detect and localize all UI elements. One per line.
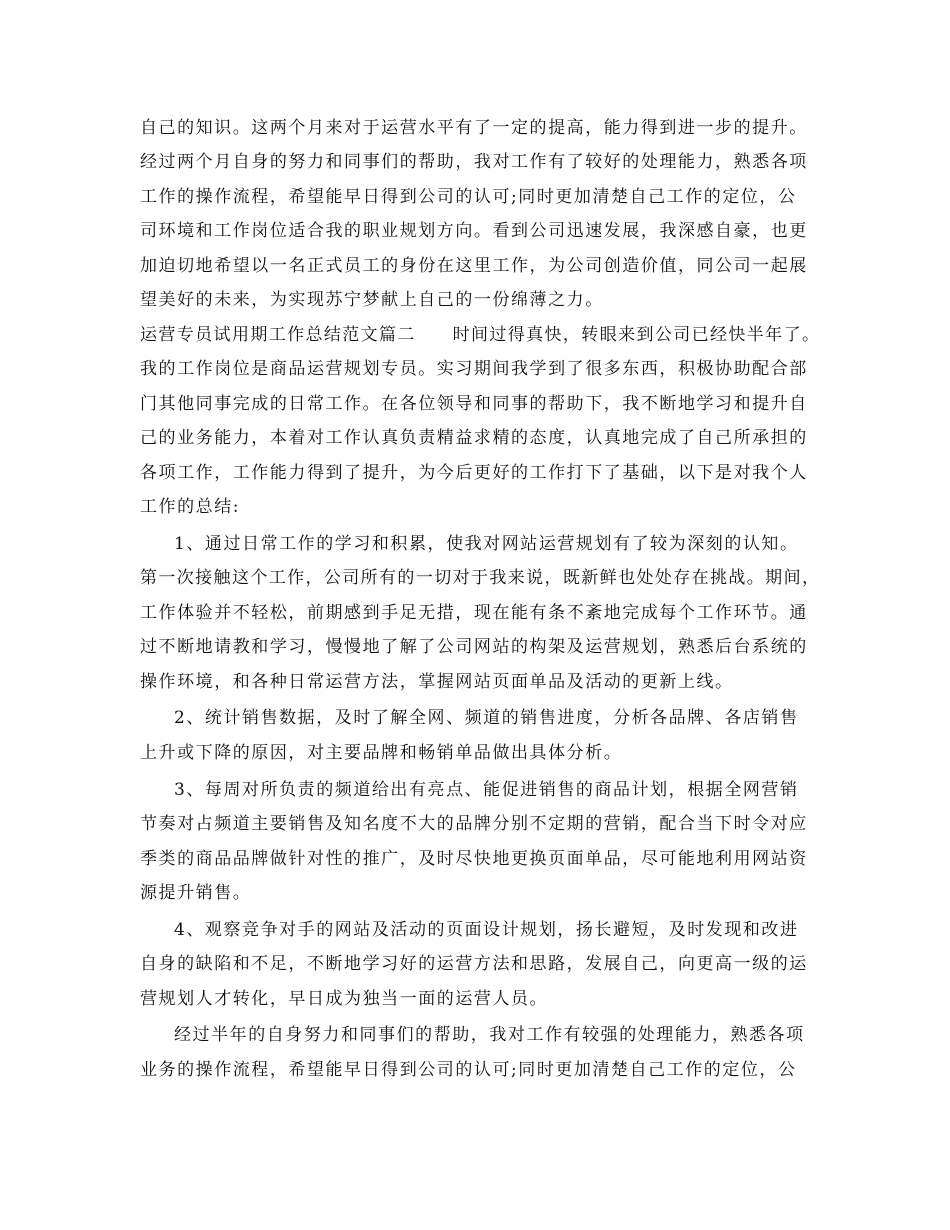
text-line: 经过两个月自身的努力和同事们的帮助，我对工作有了较好的处理能力，熟悉各项 [140,152,808,172]
paragraph-start-line: 1、通过日常工作的学习和积累，使我对网站运营规划有了较为深刻的认知。 [174,534,799,554]
paragraph-start-line: 4、观察竞争对手的网站及活动的页面设计规划，扬长避短，及时发现和改进 [174,920,799,940]
text-line: 我的工作岗位是商品运营规划专员。实习期间我学到了很多东西，积极协助配合部 [140,359,808,379]
text-line: 营规划人才转化，早日成为独当一面的运营人员。 [140,989,549,1009]
text-line: 加迫切地希望以一名正式员工的身份在这里工作，为公司创造价值，同公司一起展 [140,256,808,276]
paragraph-start-line: 3、每周对所负责的频道给出有亮点、能促进销售的商品计划，根据全网营销 [174,780,799,800]
text-line: 节奏对占频道主要销售及知名度不大的品牌分别不定期的营销，配合当下时令对应 [140,814,808,834]
text-line: 司环境和工作岗位适合我的职业规划方向。看到公司迅速发展，我深感自豪，也更 [140,221,808,241]
text-line: 上升或下降的原因，对主要品牌和畅销单品做出具体分析。 [140,743,623,763]
paragraph-start-line: 经过半年的自身努力和同事们的帮助，我对工作有较强的处理能力，熟悉各项 [174,1025,805,1045]
text-line: 自己的知识。这两个月来对于运营水平有了一定的提高，能力得到进一步的提升。 [140,118,808,138]
text-line: 过不断地请教和学习，慢慢地了解了公司网站的构架及运营规划，熟悉后台系统的 [140,637,808,657]
text-line: 季类的商品品牌做针对性的推广，及时尽快地更换页面单品，尽可能地利用网站资 [140,849,808,869]
text-line: 己的业务能力，本着对工作认真负责精益求精的态度，认真地完成了自己所承担的 [140,428,808,448]
text-line: 业务的操作流程，希望能早日得到公司的认可;同时更加清楚自己工作的定位，公 [140,1060,797,1080]
text-line: 望美好的未来，为实现苏宁梦献上自己的一份绵薄之力。 [140,290,604,310]
text-line: 工作的操作流程，希望能早日得到公司的认可;同时更加清楚自己工作的定位，公 [140,187,797,207]
text-line: 自身的缺陷和不足，不断地学习好的运营方法和思路，发展自己，向更高一级的运 [140,954,808,974]
text-line: 源提升销售。 [140,883,252,903]
section-heading-line: 运营专员试用期工作总结范文篇二 时间过得真快，转眼来到公司已经快半年了。 [140,325,821,345]
paragraph-start-line: 2、统计销售数据，及时了解全网、频道的销售进度，分析各品牌、各店销售 [174,708,799,728]
text-line: 门其他同事完成的日常工作。在各位领导和同事的帮助下，我不断地学习和提升自 [140,394,808,414]
text-line: 操作环境，和各种日常运营方法，掌握网站页面单品及活动的更新上线。 [140,672,734,692]
text-line: 各项工作，工作能力得到了提升，为今后更好的工作打下了基础，以下是对我个人 [140,463,808,483]
text-line: 第一次接触这个工作，公司所有的一切对于我来说，既新鲜也处处存在挑战。期间， [140,568,821,588]
text-line: 工作体验并不轻松，前期感到手足无措，现在能有条不紊地完成每个工作环节。通 [140,603,808,623]
text-line: 工作的总结: [140,497,241,517]
